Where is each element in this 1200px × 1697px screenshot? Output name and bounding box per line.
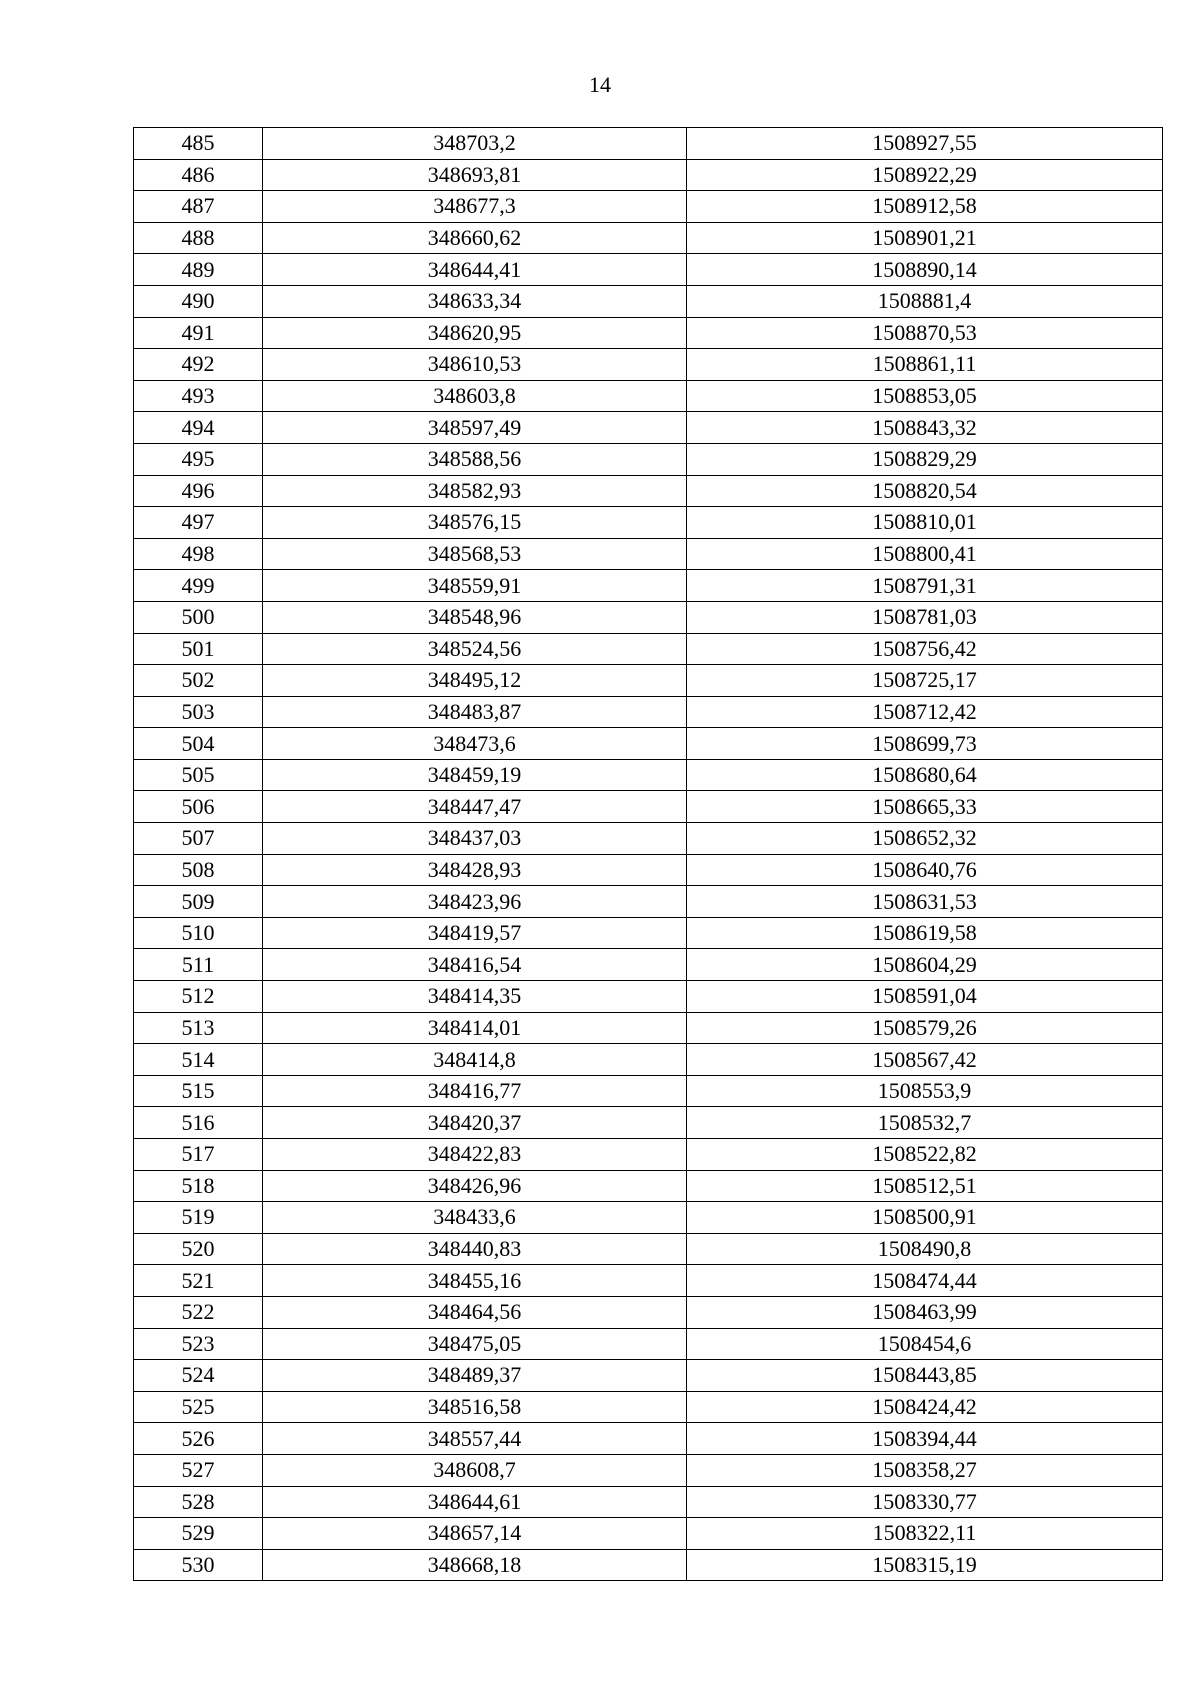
- table-row: [134, 1486, 1163, 1518]
- y-coordinate-cell: 1508315,19: [687, 1549, 1163, 1581]
- point-number-cell: 521: [134, 1265, 263, 1297]
- point-number-cell: 496: [134, 475, 263, 507]
- table-row: [134, 823, 1163, 855]
- table-row: [134, 1360, 1163, 1392]
- point-number-cell: 488: [134, 222, 263, 254]
- y-coordinate-cell: 1508712,42: [687, 696, 1163, 728]
- table-row: [134, 791, 1163, 823]
- table-row: [134, 633, 1163, 665]
- y-coordinate-cell: 1508652,32: [687, 823, 1163, 855]
- point-number-cell: 500: [134, 601, 263, 633]
- x-coordinate-cell: 348414,01: [263, 1012, 687, 1044]
- x-coordinate-cell: 348582,93: [263, 475, 687, 507]
- x-coordinate-cell: 348568,53: [263, 538, 687, 570]
- y-coordinate-cell: 1508424,42: [687, 1391, 1163, 1423]
- point-number-cell: 516: [134, 1107, 263, 1139]
- x-coordinate-cell: 348464,56: [263, 1296, 687, 1328]
- point-number-cell: 520: [134, 1233, 263, 1265]
- x-coordinate-cell: 348426,96: [263, 1170, 687, 1202]
- point-number-cell: 517: [134, 1139, 263, 1171]
- y-coordinate-cell: 1508454,6: [687, 1328, 1163, 1360]
- point-number-cell: 485: [134, 128, 263, 160]
- point-number-cell: 523: [134, 1328, 263, 1360]
- x-coordinate-cell: 348428,93: [263, 854, 687, 886]
- table-row: [134, 728, 1163, 760]
- table-row: [134, 949, 1163, 981]
- table-row: [134, 1549, 1163, 1581]
- y-coordinate-cell: 1508330,77: [687, 1486, 1163, 1518]
- x-coordinate-cell: 348610,53: [263, 349, 687, 381]
- point-number-cell: 513: [134, 1012, 263, 1044]
- y-coordinate-cell: 1508912,58: [687, 191, 1163, 223]
- y-coordinate-cell: 1508443,85: [687, 1360, 1163, 1392]
- y-coordinate-cell: 1508725,17: [687, 665, 1163, 697]
- y-coordinate-cell: 1508579,26: [687, 1012, 1163, 1044]
- point-number-cell: 498: [134, 538, 263, 570]
- y-coordinate-cell: 1508532,7: [687, 1107, 1163, 1139]
- coordinates-table: [133, 127, 1163, 1581]
- table-row: [134, 601, 1163, 633]
- x-coordinate-cell: 348644,41: [263, 254, 687, 286]
- x-coordinate-cell: 348483,87: [263, 696, 687, 728]
- y-coordinate-cell: 1508756,42: [687, 633, 1163, 665]
- x-coordinate-cell: 348524,56: [263, 633, 687, 665]
- point-number-cell: 501: [134, 633, 263, 665]
- point-number-cell: 495: [134, 443, 263, 475]
- table-row: [134, 1328, 1163, 1360]
- point-number-cell: 511: [134, 949, 263, 981]
- point-number-cell: 487: [134, 191, 263, 223]
- y-coordinate-cell: 1508490,8: [687, 1233, 1163, 1265]
- x-coordinate-cell: 348423,96: [263, 886, 687, 918]
- y-coordinate-cell: 1508631,53: [687, 886, 1163, 918]
- point-number-cell: 518: [134, 1170, 263, 1202]
- x-coordinate-cell: 348703,2: [263, 128, 687, 160]
- y-coordinate-cell: 1508870,53: [687, 317, 1163, 349]
- table-row: [134, 507, 1163, 539]
- point-number-cell: 510: [134, 917, 263, 949]
- point-number-cell: 506: [134, 791, 263, 823]
- table-row: [134, 159, 1163, 191]
- table-row: [134, 1044, 1163, 1076]
- point-number-cell: 490: [134, 285, 263, 317]
- y-coordinate-cell: 1508810,01: [687, 507, 1163, 539]
- table-row: [134, 696, 1163, 728]
- table-row: [134, 1139, 1163, 1171]
- point-number-cell: 507: [134, 823, 263, 855]
- x-coordinate-cell: 348633,34: [263, 285, 687, 317]
- x-coordinate-cell: 348437,03: [263, 823, 687, 855]
- point-number-cell: 514: [134, 1044, 263, 1076]
- x-coordinate-cell: 348516,58: [263, 1391, 687, 1423]
- table-row: [134, 1391, 1163, 1423]
- point-number-cell: 493: [134, 380, 263, 412]
- x-coordinate-cell: 348620,95: [263, 317, 687, 349]
- table-row: [134, 1265, 1163, 1297]
- x-coordinate-cell: 348693,81: [263, 159, 687, 191]
- point-number-cell: 529: [134, 1518, 263, 1550]
- table-row: [134, 854, 1163, 886]
- x-coordinate-cell: 348677,3: [263, 191, 687, 223]
- y-coordinate-cell: 1508591,04: [687, 981, 1163, 1013]
- y-coordinate-cell: 1508843,32: [687, 412, 1163, 444]
- x-coordinate-cell: 348455,16: [263, 1265, 687, 1297]
- point-number-cell: 528: [134, 1486, 263, 1518]
- point-number-cell: 497: [134, 507, 263, 539]
- y-coordinate-cell: 1508829,29: [687, 443, 1163, 475]
- point-number-cell: 509: [134, 886, 263, 918]
- point-number-cell: 512: [134, 981, 263, 1013]
- x-coordinate-cell: 348489,37: [263, 1360, 687, 1392]
- x-coordinate-cell: 348548,96: [263, 601, 687, 633]
- table-row: [134, 222, 1163, 254]
- x-coordinate-cell: 348416,54: [263, 949, 687, 981]
- table-row: [134, 1012, 1163, 1044]
- point-number-cell: 515: [134, 1075, 263, 1107]
- y-coordinate-cell: 1508553,9: [687, 1075, 1163, 1107]
- y-coordinate-cell: 1508861,11: [687, 349, 1163, 381]
- x-coordinate-cell: 348414,8: [263, 1044, 687, 1076]
- y-coordinate-cell: 1508394,44: [687, 1423, 1163, 1455]
- y-coordinate-cell: 1508358,27: [687, 1454, 1163, 1486]
- table-row: [134, 917, 1163, 949]
- table-row: [134, 1170, 1163, 1202]
- table-row: [134, 981, 1163, 1013]
- x-coordinate-cell: 348420,37: [263, 1107, 687, 1139]
- y-coordinate-cell: 1508890,14: [687, 254, 1163, 286]
- table-row: [134, 1296, 1163, 1328]
- table-row: [134, 191, 1163, 223]
- page-number: 14: [589, 72, 611, 97]
- y-coordinate-cell: 1508791,31: [687, 570, 1163, 602]
- x-coordinate-cell: 348414,35: [263, 981, 687, 1013]
- point-number-cell: 525: [134, 1391, 263, 1423]
- x-coordinate-cell: 348440,83: [263, 1233, 687, 1265]
- table-row: [134, 475, 1163, 507]
- x-coordinate-cell: 348559,91: [263, 570, 687, 602]
- point-number-cell: 491: [134, 317, 263, 349]
- y-coordinate-cell: 1508699,73: [687, 728, 1163, 760]
- table-row: [134, 412, 1163, 444]
- point-number-cell: 526: [134, 1423, 263, 1455]
- x-coordinate-cell: 348657,14: [263, 1518, 687, 1550]
- x-coordinate-cell: 348576,15: [263, 507, 687, 539]
- point-number-cell: 499: [134, 570, 263, 602]
- y-coordinate-cell: 1508474,44: [687, 1265, 1163, 1297]
- table-row: [134, 1518, 1163, 1550]
- point-number-cell: 524: [134, 1360, 263, 1392]
- table-row: [134, 1075, 1163, 1107]
- point-number-cell: 519: [134, 1202, 263, 1234]
- coordinates-table-body: [134, 128, 1163, 1581]
- x-coordinate-cell: 348447,47: [263, 791, 687, 823]
- y-coordinate-cell: 1508665,33: [687, 791, 1163, 823]
- x-coordinate-cell: 348419,57: [263, 917, 687, 949]
- y-coordinate-cell: 1508781,03: [687, 601, 1163, 633]
- y-coordinate-cell: 1508500,91: [687, 1202, 1163, 1234]
- table-row: [134, 1423, 1163, 1455]
- table-row: [134, 1454, 1163, 1486]
- point-number-cell: 508: [134, 854, 263, 886]
- y-coordinate-cell: 1508820,54: [687, 475, 1163, 507]
- point-number-cell: 505: [134, 759, 263, 791]
- x-coordinate-cell: 348644,61: [263, 1486, 687, 1518]
- point-number-cell: 530: [134, 1549, 263, 1581]
- x-coordinate-cell: 348668,18: [263, 1549, 687, 1581]
- table-row: [134, 665, 1163, 697]
- table-row: [134, 570, 1163, 602]
- point-number-cell: 489: [134, 254, 263, 286]
- point-number-cell: 504: [134, 728, 263, 760]
- y-coordinate-cell: 1508901,21: [687, 222, 1163, 254]
- y-coordinate-cell: 1508322,11: [687, 1518, 1163, 1550]
- y-coordinate-cell: 1508604,29: [687, 949, 1163, 981]
- y-coordinate-cell: 1508800,41: [687, 538, 1163, 570]
- y-coordinate-cell: 1508922,29: [687, 159, 1163, 191]
- table-row: [134, 128, 1163, 160]
- table-row: [134, 1233, 1163, 1265]
- x-coordinate-cell: 348422,83: [263, 1139, 687, 1171]
- x-coordinate-cell: 348475,05: [263, 1328, 687, 1360]
- x-coordinate-cell: 348603,8: [263, 380, 687, 412]
- table-row: [134, 285, 1163, 317]
- point-number-cell: 503: [134, 696, 263, 728]
- x-coordinate-cell: 348597,49: [263, 412, 687, 444]
- x-coordinate-cell: 348473,6: [263, 728, 687, 760]
- point-number-cell: 522: [134, 1296, 263, 1328]
- point-number-cell: 486: [134, 159, 263, 191]
- x-coordinate-cell: 348557,44: [263, 1423, 687, 1455]
- table-row: [134, 538, 1163, 570]
- table-row: [134, 886, 1163, 918]
- x-coordinate-cell: 348660,62: [263, 222, 687, 254]
- point-number-cell: 494: [134, 412, 263, 444]
- y-coordinate-cell: 1508680,64: [687, 759, 1163, 791]
- y-coordinate-cell: 1508512,51: [687, 1170, 1163, 1202]
- table-row: [134, 1202, 1163, 1234]
- x-coordinate-cell: 348495,12: [263, 665, 687, 697]
- table-row: [134, 380, 1163, 412]
- y-coordinate-cell: 1508927,55: [687, 128, 1163, 160]
- table-row: [134, 254, 1163, 286]
- x-coordinate-cell: 348608,7: [263, 1454, 687, 1486]
- x-coordinate-cell: 348588,56: [263, 443, 687, 475]
- point-number-cell: 502: [134, 665, 263, 697]
- y-coordinate-cell: 1508881,4: [687, 285, 1163, 317]
- table-row: [134, 759, 1163, 791]
- y-coordinate-cell: 1508567,42: [687, 1044, 1163, 1076]
- y-coordinate-cell: 1508640,76: [687, 854, 1163, 886]
- y-coordinate-cell: 1508522,82: [687, 1139, 1163, 1171]
- table-row: [134, 349, 1163, 381]
- y-coordinate-cell: 1508619,58: [687, 917, 1163, 949]
- table-row: [134, 317, 1163, 349]
- table-row: [134, 443, 1163, 475]
- y-coordinate-cell: 1508463,99: [687, 1296, 1163, 1328]
- table-row: [134, 1107, 1163, 1139]
- point-number-cell: 492: [134, 349, 263, 381]
- y-coordinate-cell: 1508853,05: [687, 380, 1163, 412]
- point-number-cell: 527: [134, 1454, 263, 1486]
- x-coordinate-cell: 348416,77: [263, 1075, 687, 1107]
- x-coordinate-cell: 348459,19: [263, 759, 687, 791]
- x-coordinate-cell: 348433,6: [263, 1202, 687, 1234]
